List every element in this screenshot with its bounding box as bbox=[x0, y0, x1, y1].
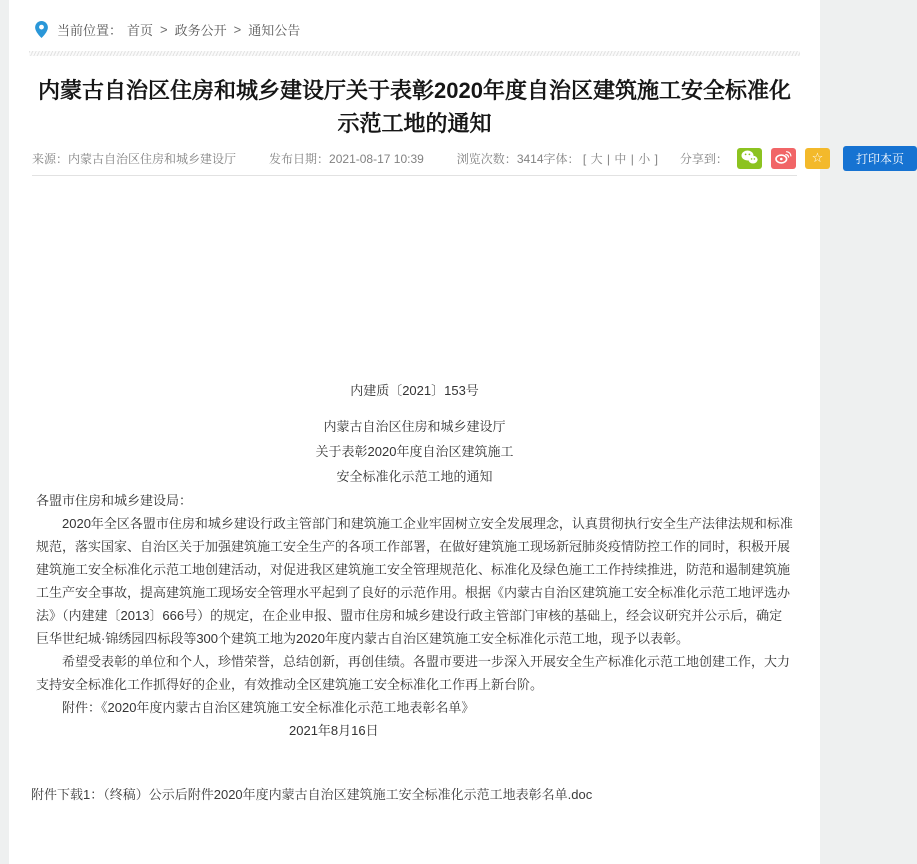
publish-date-field bbox=[269, 150, 424, 167]
attachment-download-row bbox=[9, 784, 820, 803]
font-size-control bbox=[544, 150, 658, 167]
page-title: 内蒙古自治区住房和城乡建设厅关于表彰2020年度自治区建筑施工安全标准化示范工地的通知 bbox=[38, 78, 791, 136]
breadcrumb-label: 当前位置： bbox=[57, 23, 123, 38]
breadcrumb-link-gov-info[interactable]: 政务公开 bbox=[174, 23, 227, 38]
print-page-button[interactable]: 打印本页 bbox=[843, 146, 917, 171]
source-label: 来源： bbox=[32, 151, 69, 166]
star-icon: ☆ bbox=[811, 150, 824, 165]
source-field bbox=[32, 150, 236, 167]
weibo-icon bbox=[775, 150, 792, 167]
hatched-divider bbox=[29, 51, 800, 56]
document-blank-space bbox=[36, 176, 793, 379]
font-separator: | bbox=[606, 151, 611, 166]
font-size-medium[interactable]: 中 bbox=[614, 151, 627, 166]
document-heading-line-1: 内蒙古自治区住房和城乡建设厅 bbox=[323, 419, 506, 434]
font-separator: | bbox=[630, 151, 634, 166]
location-pin-icon bbox=[35, 21, 48, 38]
paragraph-2: 希望受表彰的单位和个人，珍惜荣誉，总结创新，再创佳绩。各盟市要进一步深入开展安全生产标准化示范工地创建工作，大力支持安全标准化工作抓得好的企业，有效推动全区建筑施工安全标准化工作再上新台阶。 bbox=[36, 654, 791, 692]
breadcrumb bbox=[9, 0, 820, 39]
breadcrumb-separator: > bbox=[160, 22, 168, 37]
meta-actions bbox=[544, 146, 917, 171]
font-size-large[interactable]: 大 bbox=[590, 151, 603, 166]
view-count-label: 浏览次数： bbox=[456, 151, 517, 166]
share-wechat-button[interactable] bbox=[737, 148, 762, 169]
publish-date-label: 发布日期： bbox=[269, 151, 330, 166]
paragraph-1: 2020年全区各盟市住房和城乡建设行政主管部门和建筑施工企业牢固树立安全发展理念，认真贯彻执行安全生产法律法规和标准规范，落实国家、自治区关于加强建筑施工安全生产的各项工作部署，在做好建筑施工现场新冠肺炎疫情防控工作的同时，积极开展建筑施工安全标准化示范工地创建活动，对促进我区建筑施工安全管理规范化、标准化及绿色施工工作持续推进，防范和遏制建筑施工生产安全事故，提高建筑施工现场安全管理水平起到了良好的示范作用。根据《内蒙古自治区建筑施工安全标准化示范工地评选办法》（内建建〔2013〕666号）的规定，在企业申报、盟市住房和城乡建设行政主管部门审核的基础上，经会议研究并公示后，确定巨华世纪城·锦绣园四标段等300个建筑工地为2020年度内蒙古自治区建筑施工安全标准化示范工地，现予以表彰。 bbox=[36, 516, 793, 646]
salutation: 各盟市住房和城乡建设局： bbox=[36, 493, 193, 508]
document-heading-line-3: 安全标准化示范工地的通知 bbox=[336, 469, 493, 484]
wechat-icon bbox=[741, 150, 758, 167]
article-page bbox=[9, 0, 904, 864]
favorite-button[interactable] bbox=[805, 148, 830, 169]
font-bracket-open: [ bbox=[582, 151, 587, 166]
attachment-download-label: 附件下载1： bbox=[31, 787, 104, 802]
breadcrumb-separator: > bbox=[233, 22, 242, 37]
document-date: 2021年8月16日 bbox=[289, 723, 379, 738]
attachment-download-link[interactable]: （终稿）公示后附件2020年度内蒙古自治区建筑施工安全标准化示范工地表彰名单.doc bbox=[103, 787, 593, 802]
breadcrumb-link-notices[interactable]: 通知公告 bbox=[248, 23, 301, 38]
publish-date-value: 2021-08-17 10:39 bbox=[329, 151, 424, 166]
share-label: 分享到： bbox=[679, 151, 728, 166]
document-body bbox=[9, 176, 820, 742]
font-bracket-close: ] bbox=[654, 151, 658, 166]
view-count-field bbox=[457, 150, 544, 167]
share-weibo-button[interactable] bbox=[771, 148, 796, 169]
view-count-value: 3414 bbox=[516, 151, 544, 166]
source-value: 内蒙古自治区住房和城乡建设厅 bbox=[68, 151, 237, 166]
document-number: 内建质〔2021〕153号 bbox=[350, 383, 479, 398]
font-size-small[interactable]: 小 bbox=[638, 151, 651, 166]
breadcrumb-link-home[interactable]: 首页 bbox=[127, 23, 154, 38]
font-size-label: 字体： bbox=[543, 151, 580, 166]
meta-bar bbox=[9, 145, 904, 171]
document-heading-line-2: 关于表彰2020年度自治区建筑施工 bbox=[315, 444, 514, 459]
attachment-reference: 附件：《2020年度内蒙古自治区建筑施工安全标准化示范工地表彰名单》 bbox=[62, 700, 475, 715]
